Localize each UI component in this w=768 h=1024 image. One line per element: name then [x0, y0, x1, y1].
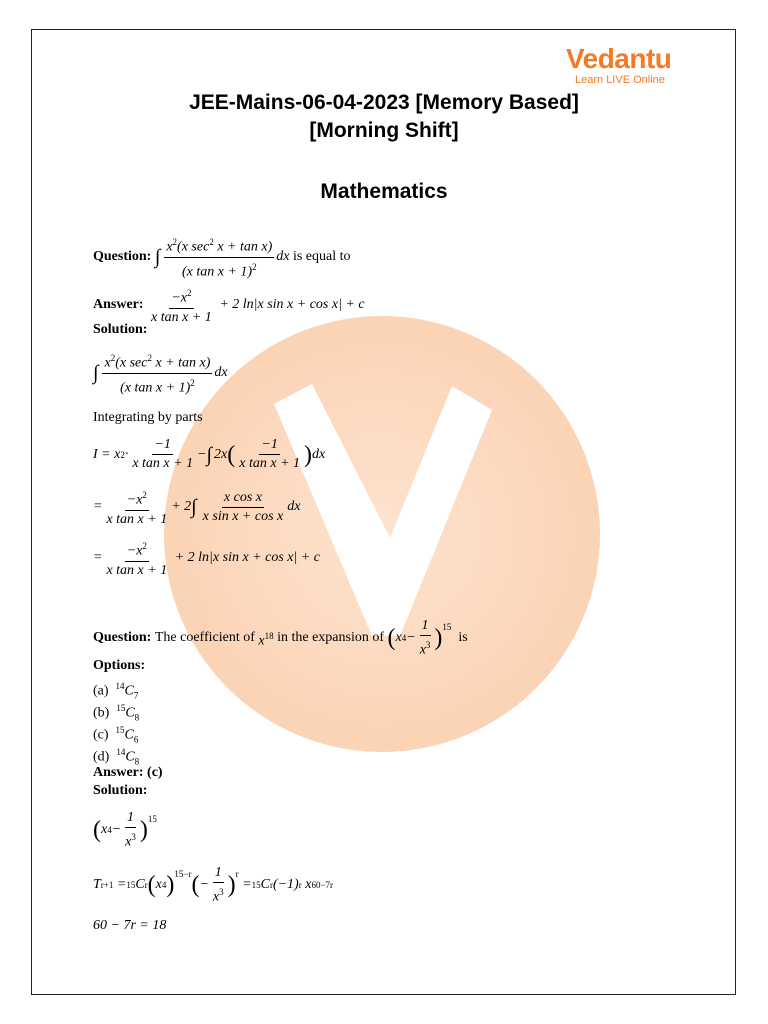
option-sub: 8	[134, 756, 140, 767]
vedantu-watermark-icon	[162, 314, 602, 754]
q2-general-term: T r+1 = 15 C r ( x 4 ) $^{15-r}$ ( − $\frac{1}{x^3}$ ) $^r$ = $_{15}$ C r (−1) r x 60−7r	[93, 865, 334, 905]
q2-question-label: Question:	[93, 630, 152, 646]
q2-binomial-expr: ( x 4 − $\frac{1}{x^3}$ ) $^{15}$	[387, 618, 452, 658]
q1-answer	[93, 285, 365, 326]
vedantu-logo	[566, 43, 672, 86]
page-title-line1: JEE-Mains-06-04-2023 [Memory Based]	[189, 91, 579, 114]
option-key: (c)	[93, 727, 109, 743]
option-sub: 6	[133, 734, 139, 745]
option-b[interactable]: (b) $^{15}C_8$	[93, 703, 140, 723]
option-key: (d)	[93, 749, 110, 765]
option-sub: 8	[134, 712, 140, 723]
q1-answer-label: Answer:	[93, 297, 144, 313]
option-pre: 15	[115, 725, 125, 735]
option-a[interactable]: (a) $^{14}C_7$	[93, 681, 139, 701]
q2-question	[93, 618, 468, 659]
logo-wordmark: Vedantu	[566, 43, 672, 74]
option-pre: 14	[115, 681, 125, 691]
option-d[interactable]: (d) $^{14}C_8$	[93, 747, 140, 767]
option-key: (a)	[93, 683, 109, 699]
q2-question-end: is	[458, 630, 468, 646]
option-key: (b)	[93, 705, 110, 721]
q1-question	[93, 234, 351, 280]
option-pre: 14	[116, 747, 126, 757]
q1-solution-integral: ∫ $\frac{x^2(x \sec^2 x + \tan x)}{(x \tan x + 1)^2}$ dx	[93, 350, 228, 396]
q1-solution-label: Solution:	[93, 322, 148, 337]
q2-options-label: Options:	[93, 658, 146, 673]
q2-solution-expr: ( x 4 − $\frac{1}{x^3}$ ) $^{15}$	[93, 810, 157, 850]
logo-tagline: Learn LIVE Online	[575, 74, 665, 86]
q1-question-suffix: is equal to	[292, 249, 351, 265]
q2-answer-label: Answer: (c)	[93, 765, 163, 780]
option-c[interactable]: (c) $^{15}C_6$	[93, 725, 139, 745]
q1-step2: = $\frac{-x^2}{\text{x tan x + 1}}$ + 2 ∫ $\frac{\text{x cos x}}{\text{x sin x + cos x}}$ dx	[93, 487, 300, 528]
option-sub: 7	[133, 690, 139, 701]
q2-question-mid: in the expansion of	[277, 630, 385, 646]
q2-final-equation: 60 − 7r = 18	[93, 918, 167, 933]
q1-step-text: Integrating by parts	[93, 410, 203, 425]
option-pre: 15	[116, 703, 126, 713]
q1-question-label: Question:	[93, 249, 152, 265]
q2-question-text: The coefficient of	[154, 630, 255, 646]
subject-heading: Mathematics	[320, 180, 448, 203]
q1-step3: = $\frac{-x^2}{\text{x tan x + 1}}$ + 2 ln|x sin x + cos x| + c	[93, 538, 320, 579]
q2-solution-label: Solution:	[93, 783, 148, 798]
q1-integral-expr: ∫ $\frac{x^2(x \sec^2 x + \tan x)}{(x \tan x + 1)^2}$ dx	[155, 234, 290, 280]
page-title-line2: [Morning Shift]	[309, 119, 459, 142]
q1-answer-expr: $\frac{-x^2}{\text{x tan x + 1}}$ + 2 ln|x sin x + cos x| + c	[147, 285, 365, 326]
q2-power-term: $x^{18}$	[258, 630, 274, 649]
q1-step1: I = x 2 · $\frac{-1}{\text{x tan x + 1}}$ − ∫ 2x ( $\frac{-1}{\text{x tan x + 1}}$ ) dx	[93, 437, 326, 471]
